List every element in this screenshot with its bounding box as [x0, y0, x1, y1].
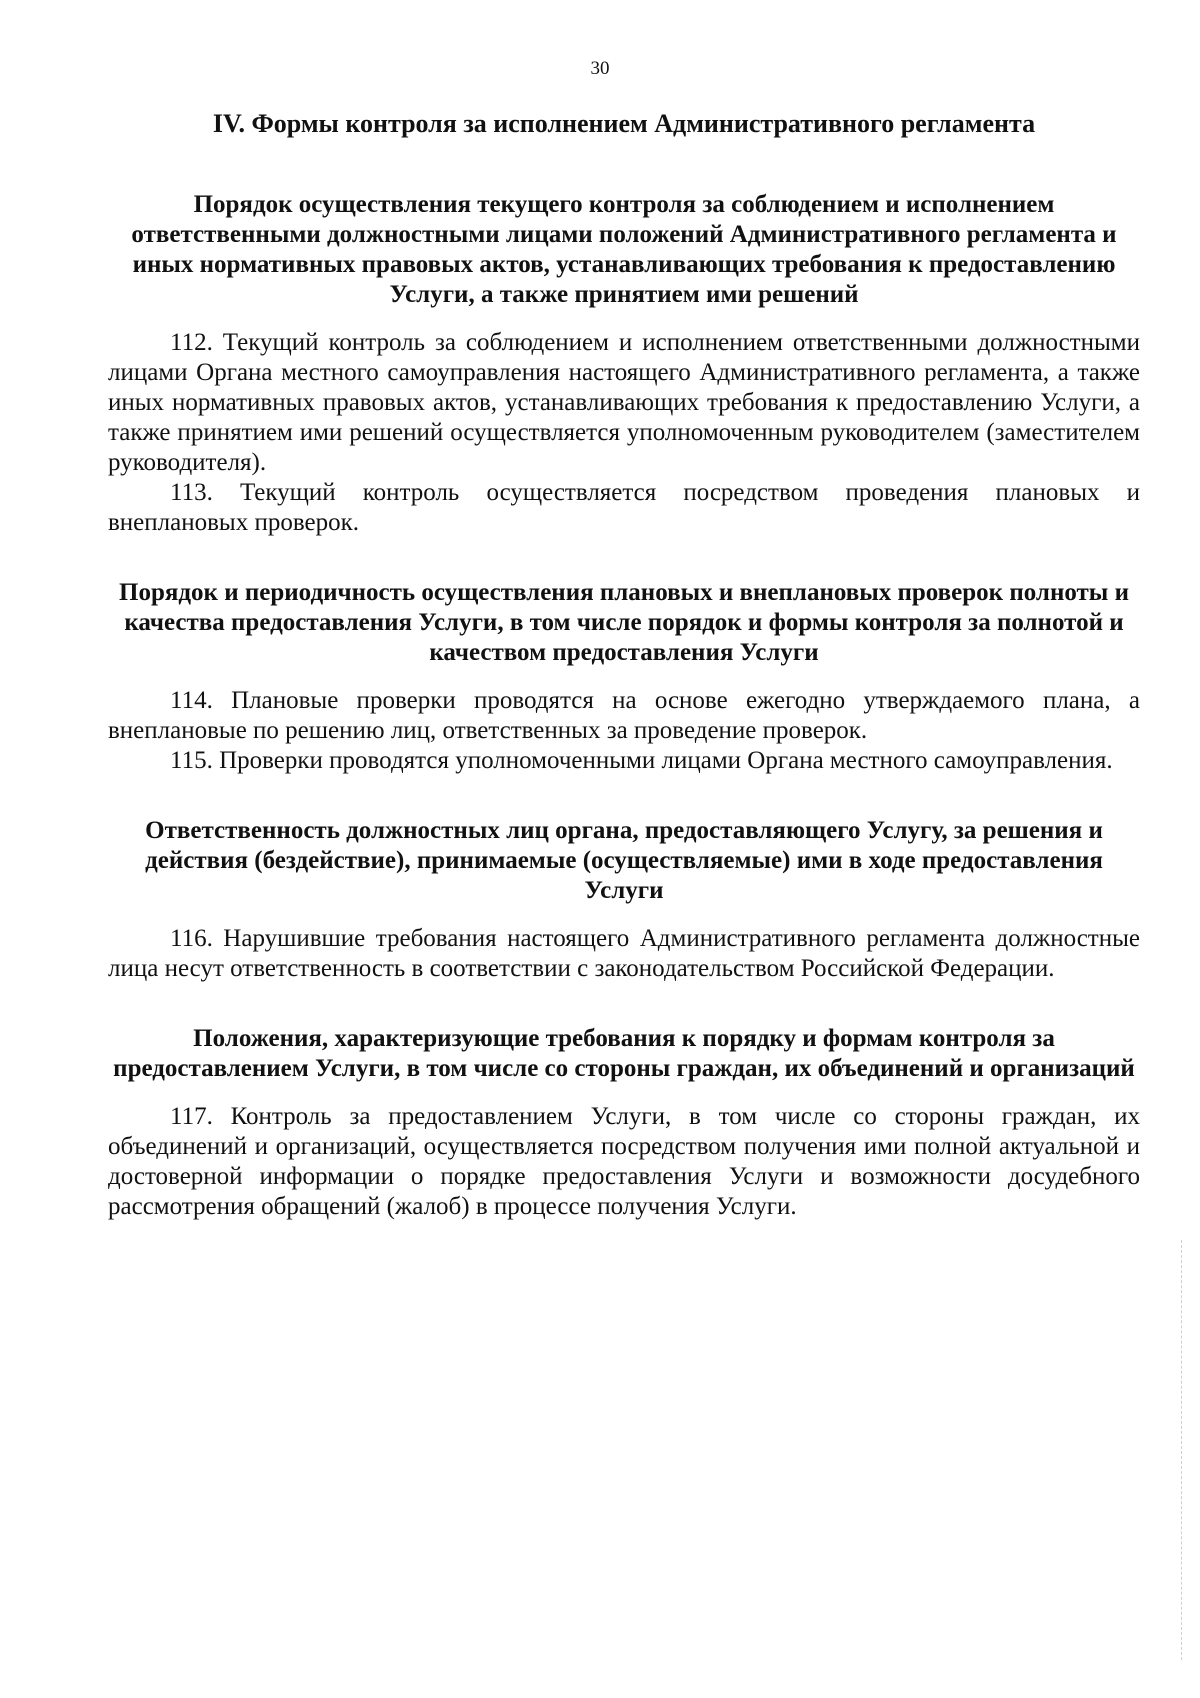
- paragraph-114: 114. Плановые проверки проводятся на основе ежегодно утверждаемого плана, а внеплановые по решению лиц, ответственных за проведение проверок.: [108, 687, 1140, 744]
- paragraph-113: 113. Текущий контроль осуществляется посредством проведения плановых и внеплановых проверок.: [108, 479, 1140, 536]
- paragraph-112: 112. Текущий контроль за соблюдением и исполнением ответственными должностными лицами Органа местного самоуправления настоящего Административного регламента, а также иных нормативных правовых актов, устанавливающих требования к предоставлению Услуги, а также принятием ими решений осуществляется уполномоченным руководителем (заместителем руководителя).: [108, 329, 1140, 476]
- section-2: [108, 578, 1140, 776]
- section-heading: Ответственность должностных лиц органа, предоставляющего Услугу, за решения и действия (бездействие), принимаемые (осуществляемые) ими в ходе предоставления Услуги: [145, 817, 1103, 904]
- paragraph-117: 117. Контроль за предоставлением Услуги, в том числе со стороны граждан, их объединений и организаций, осуществляется посредством получения ими полной актуальной и достоверной информации о порядке предоставления Услуги и возможности досудебного рассмотрения обращений (жалоб) в процессе получения Услуги.: [108, 1103, 1140, 1220]
- section-4: [108, 1024, 1140, 1222]
- document-body: [108, 108, 1140, 1262]
- paragraph-116: 116. Нарушившие требования настоящего Административного регламента должностные лица несут ответственность в соответствии с законодательством Российской Федерации.: [108, 925, 1140, 982]
- section-3: [108, 816, 1140, 984]
- section-1: [108, 190, 1140, 538]
- section-heading: Порядок и периодичность осуществления плановых и внеплановых проверок полноты и качества предоставления Услуги, в том числе порядок и формы контроля за полнотой и качеством предоставления Услуги: [119, 579, 1129, 666]
- chapter-title: IV. Формы контроля за исполнением Административного регламента: [212, 109, 1036, 138]
- section-heading: Порядок осуществления текущего контроля за соблюдением и исполнением ответственными должностными лицами положений Административного регламента и иных нормативных правовых актов, устанавливающих требования к предоставлению Услуги, а также принятием ими решений: [131, 191, 1117, 308]
- section-heading: Положения, характеризующие требования к порядку и формам контроля за предоставлением Услуги, в том числе со стороны граждан, их объединений и организаций: [113, 1025, 1135, 1082]
- scan-edge-mark: [1180, 1240, 1182, 1660]
- page-number: 30: [590, 58, 610, 79]
- paragraph-115: 115. Проверки проводятся уполномоченными лицами Органа местного самоуправления.: [170, 747, 1113, 774]
